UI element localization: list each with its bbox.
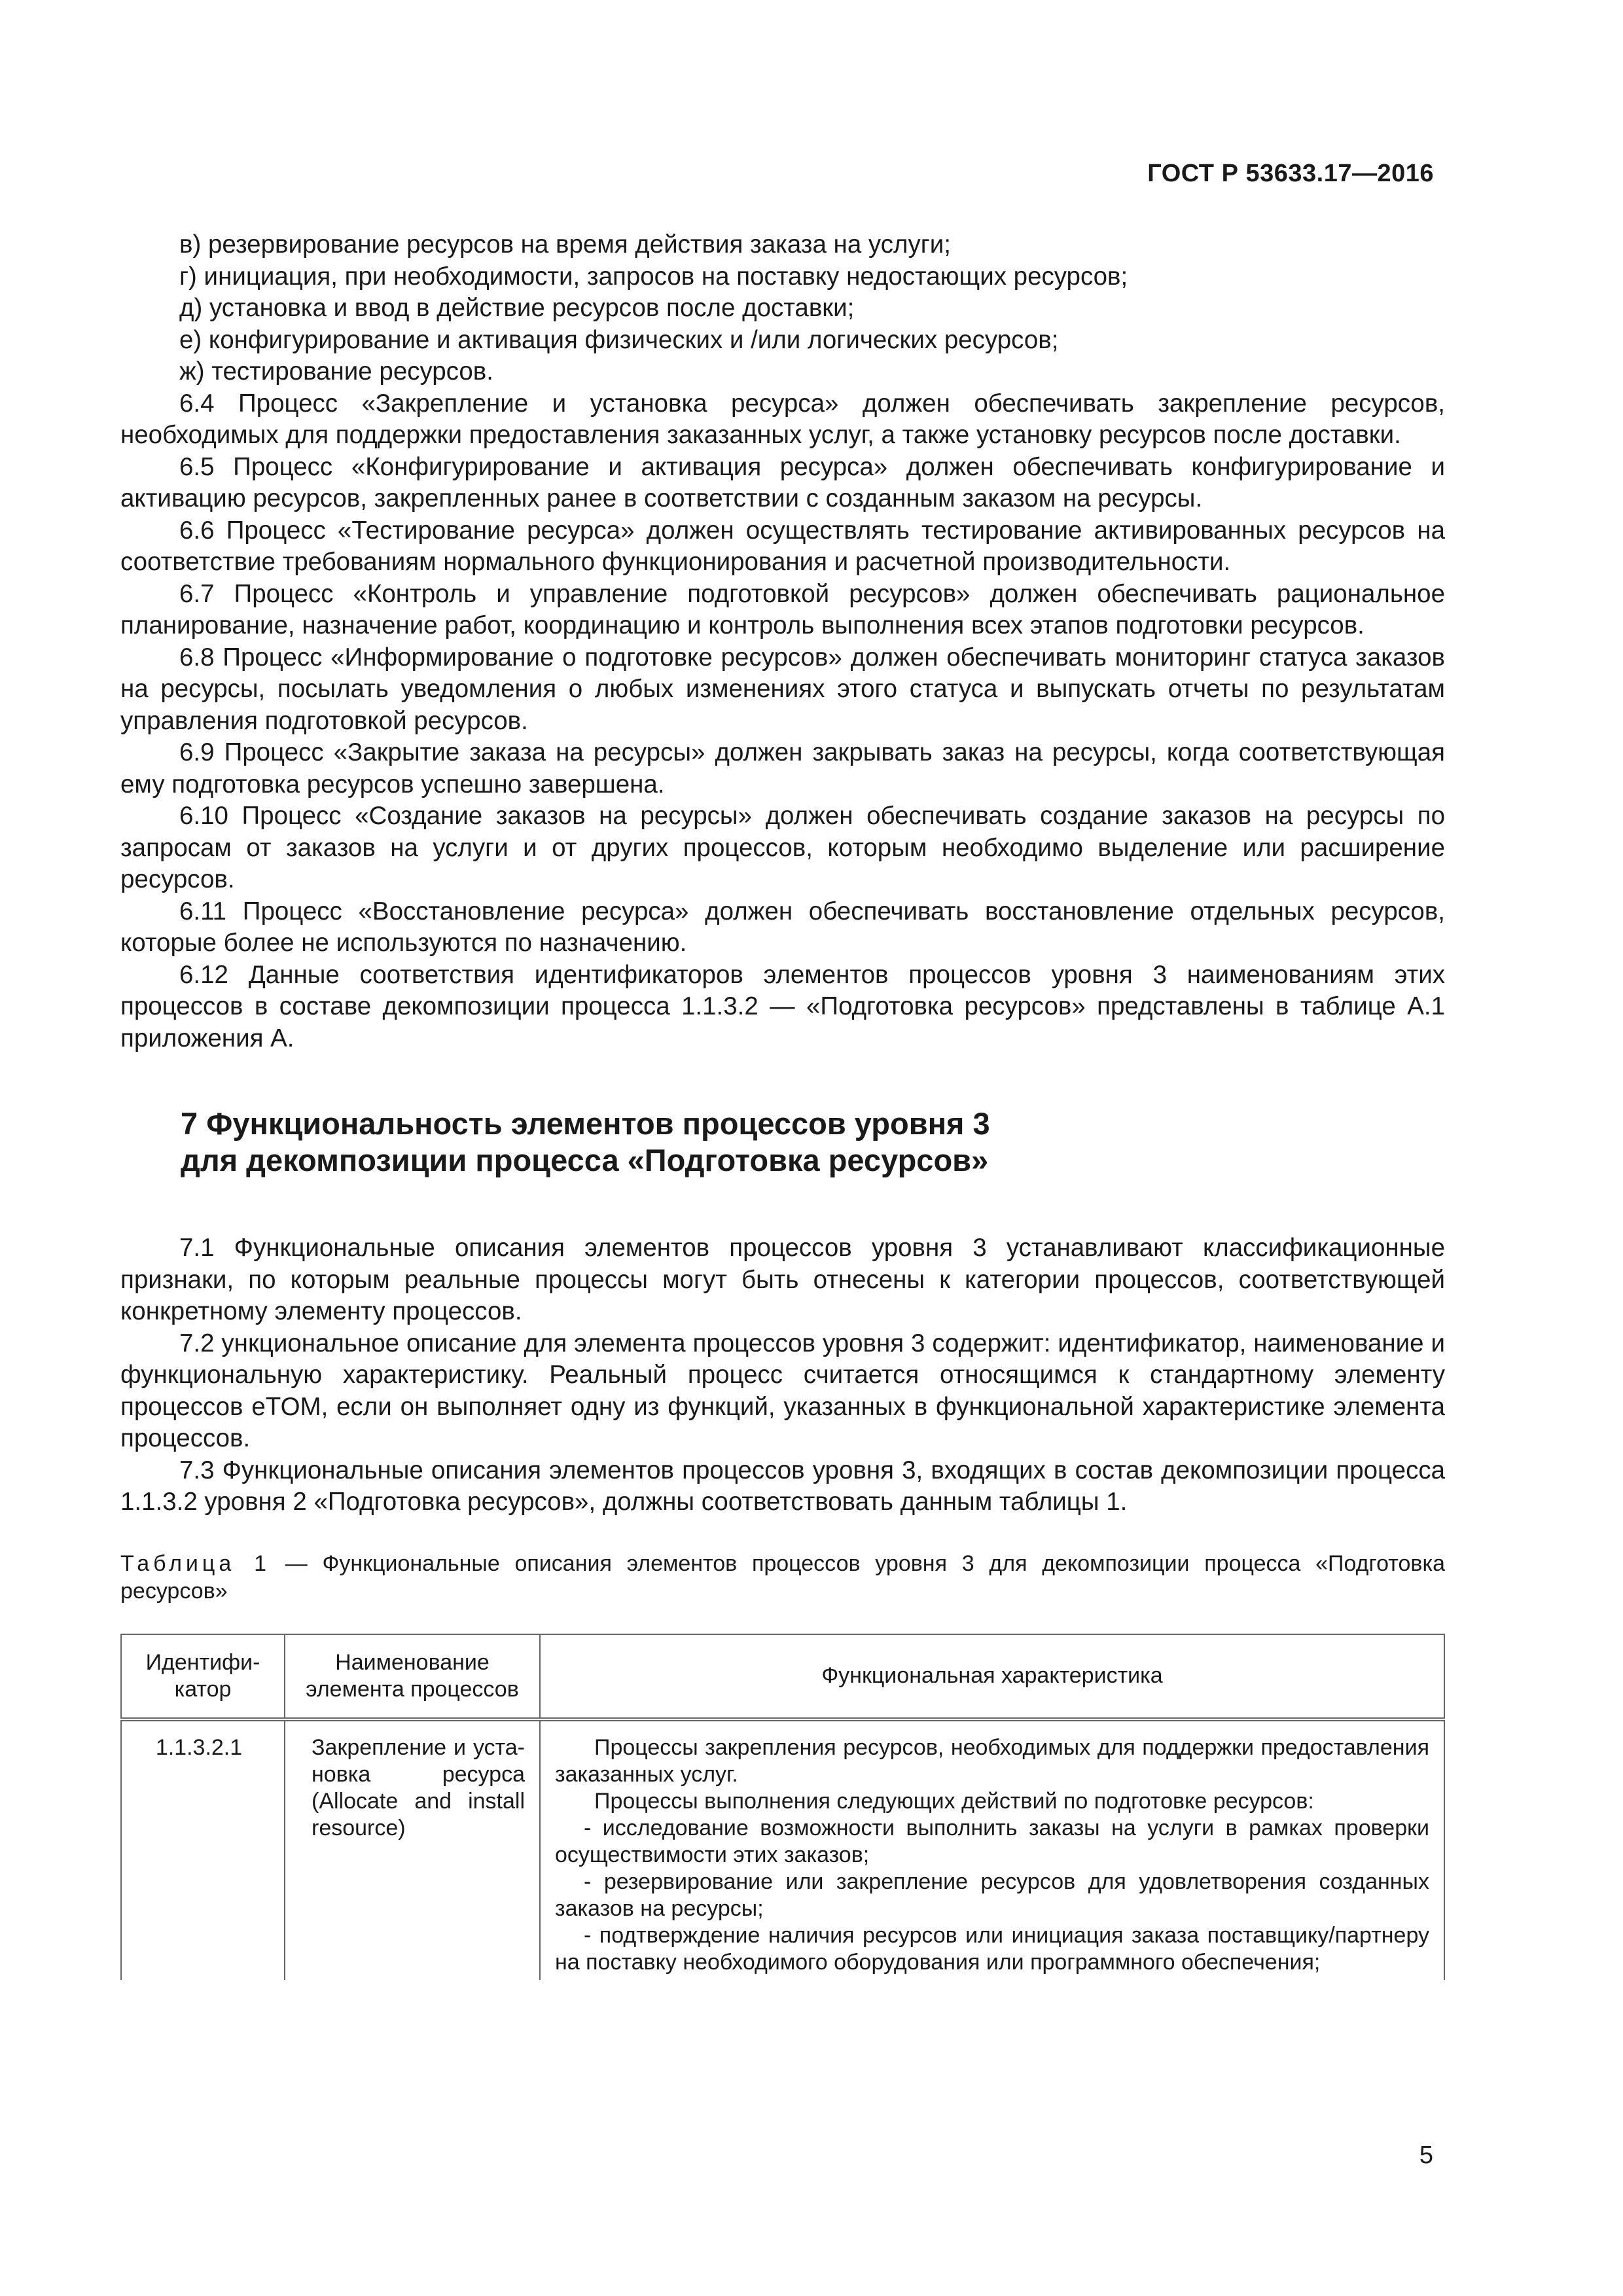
cell-id: 1.1.3.2.1	[121, 1719, 285, 1980]
paragraph-7-3: 7.3 Функциональные описания элементов процессов уровня 3, входящих в состав декомпозиции процесса 1.1.3.2 уровня 2 «Подготовка ресурсов», должны соответствовать данным таблицы 1.	[120, 1456, 1445, 1516]
func-line: - резервирование или закрепление ресурсов для удовлетворения созданных заказов на ресурсы;	[555, 1869, 1429, 1921]
list-item: е) конфигурирование и активация физических и /или логических ресурсов;	[179, 325, 1059, 354]
section-7-title-line2: для декомпозиции процесса «Подготовка ресурсов»	[181, 1143, 989, 1177]
func-line: - исследование возможности выполнить заказы на услуги в рамках проверки осуществимости этих заказов;	[555, 1815, 1429, 1867]
table-caption-text: — Функциональные описания элементов процессов уровня 3 для декомпозиции процесса «Подготовка ресурсов»	[120, 1551, 1446, 1604]
paragraph-6-11: 6.11 Процесс «Восстановление ресурса» должен обеспечивать восстановление отдельных ресурсов, которые более не используются по назначению.	[120, 897, 1445, 957]
table-caption-label: Таблица 1	[120, 1551, 270, 1576]
paragraph-6-5: 6.5 Процесс «Конфигурирование и активация ресурса» должен обеспечивать конфигурирование и активацию ресурсов, закрепленных ранее в соответствии с созданным заказом на ресурсы.	[120, 452, 1445, 512]
table-header-row	[121, 1634, 1444, 1719]
func-line: Процессы закрепления ресурсов, необходимых для поддержки предоставления заказанных услуг.	[555, 1734, 1429, 1787]
list-item: г) инициация, при необходимости, запросов на поставку недостающих ресурсов;	[179, 262, 1128, 291]
section-7-title-line1: 7 Функциональность элементов процессов уровня 3	[181, 1106, 990, 1141]
paragraph-7-2: 7.2 ункциональное описание для элемента процессов уровня 3 содержит: идентификатор, наименование и функциональную характеристику. Реальный процесс считается относящимся к стандартному элементу процессов eTOM, если он выполняет одну из функций, указанных в функциональной характеристике элемента процессов.	[120, 1329, 1445, 1452]
table-caption	[120, 1550, 1445, 1605]
functional-table	[120, 1634, 1445, 1980]
paragraph-6-10: 6.10 Процесс «Создание заказов на ресурсы» должен обеспечивать создание заказов на ресурсы по запросам от заказов на услуги и от других процессов, которым необходимо выделение или расширение ресурсов.	[120, 802, 1445, 893]
section-7-title	[181, 1105, 1445, 1179]
paragraph-6-7: 6.7 Процесс «Контроль и управление подготовкой ресурсов» должен обеспечивать рациональное планирование, назначение работ, координацию и контроль выполнения всех этапов подготовки ресурсов.	[120, 579, 1445, 639]
header-id: Идентификатор	[121, 1634, 285, 1719]
paragraph-6-4: 6.4 Процесс «Закрепление и установка ресурса» должен обеспечивать закрепление ресурсов, необходимых для поддержки предоставления заказанных услуг, а также установку ресурсов после доставки.	[120, 389, 1445, 449]
func-line: - подтверждение наличия ресурсов или инициация заказа поставщику/партнеру на поставку необходимого оборудования или программного обеспечения;	[555, 1922, 1429, 1975]
paragraph-6-6: 6.6 Процесс «Тестирование ресурса» должен осуществлять тестирование активированных ресурсов на соответствие требованиям нормального функционирования и расчетной производительности.	[120, 516, 1445, 576]
paragraph-6-12: 6.12 Данные соответствия идентификаторов элементов процессов уровня 3 наименованиям этих процессов в составе декомпозиции процесса 1.1.3.2 — «Подготовка ресурсов» представлены в таблице А.1 приложения А.	[120, 960, 1445, 1052]
list-item: в) резервирование ресурсов на время действия заказа на услуги;	[179, 230, 951, 259]
list-item: ж) тестирование ресурсов.	[179, 357, 493, 386]
page-number: 5	[1419, 2142, 1433, 2169]
func-line: Процессы выполнения следующих действий по подготовке ресурсов:	[594, 1788, 1314, 1814]
header-func: Функциональная характеристика	[540, 1634, 1444, 1719]
standard-header: ГОСТ Р 53633.17—2016	[1147, 160, 1434, 187]
table-row	[121, 1719, 1444, 1980]
main-content	[120, 229, 1445, 1980]
cell-func	[540, 1719, 1444, 1980]
header-name: Наименование элемента процессов	[285, 1634, 540, 1719]
paragraph-6-9: 6.9 Процесс «Закрытие заказа на ресурсы» должен закрывать заказ на ресурсы, когда соответствующая ему подготовка ресурсов успешно завершена.	[120, 738, 1445, 798]
paragraph-7-1: 7.1 Функциональные описания элементов процессов уровня 3 устанавливают классификационные признаки, по которым реальные процессы могут быть отнесены к категории процессов, соответствующей конкретному элементу процессов.	[120, 1234, 1445, 1325]
paragraph-6-8: 6.8 Процесс «Информирование о подготовке ресурсов» должен обеспечивать мониторинг статуса заказов на ресурсы, посылать уведомления о любых изменениях этого статуса и выпускать отчеты по результатам управления подготовкой ресурсов.	[120, 643, 1445, 735]
cell-name: Закрепление и установка ресурса (Allocate and install resource)	[285, 1719, 540, 1980]
list-item: д) установка и ввод в действие ресурсов после доставки;	[179, 294, 855, 322]
